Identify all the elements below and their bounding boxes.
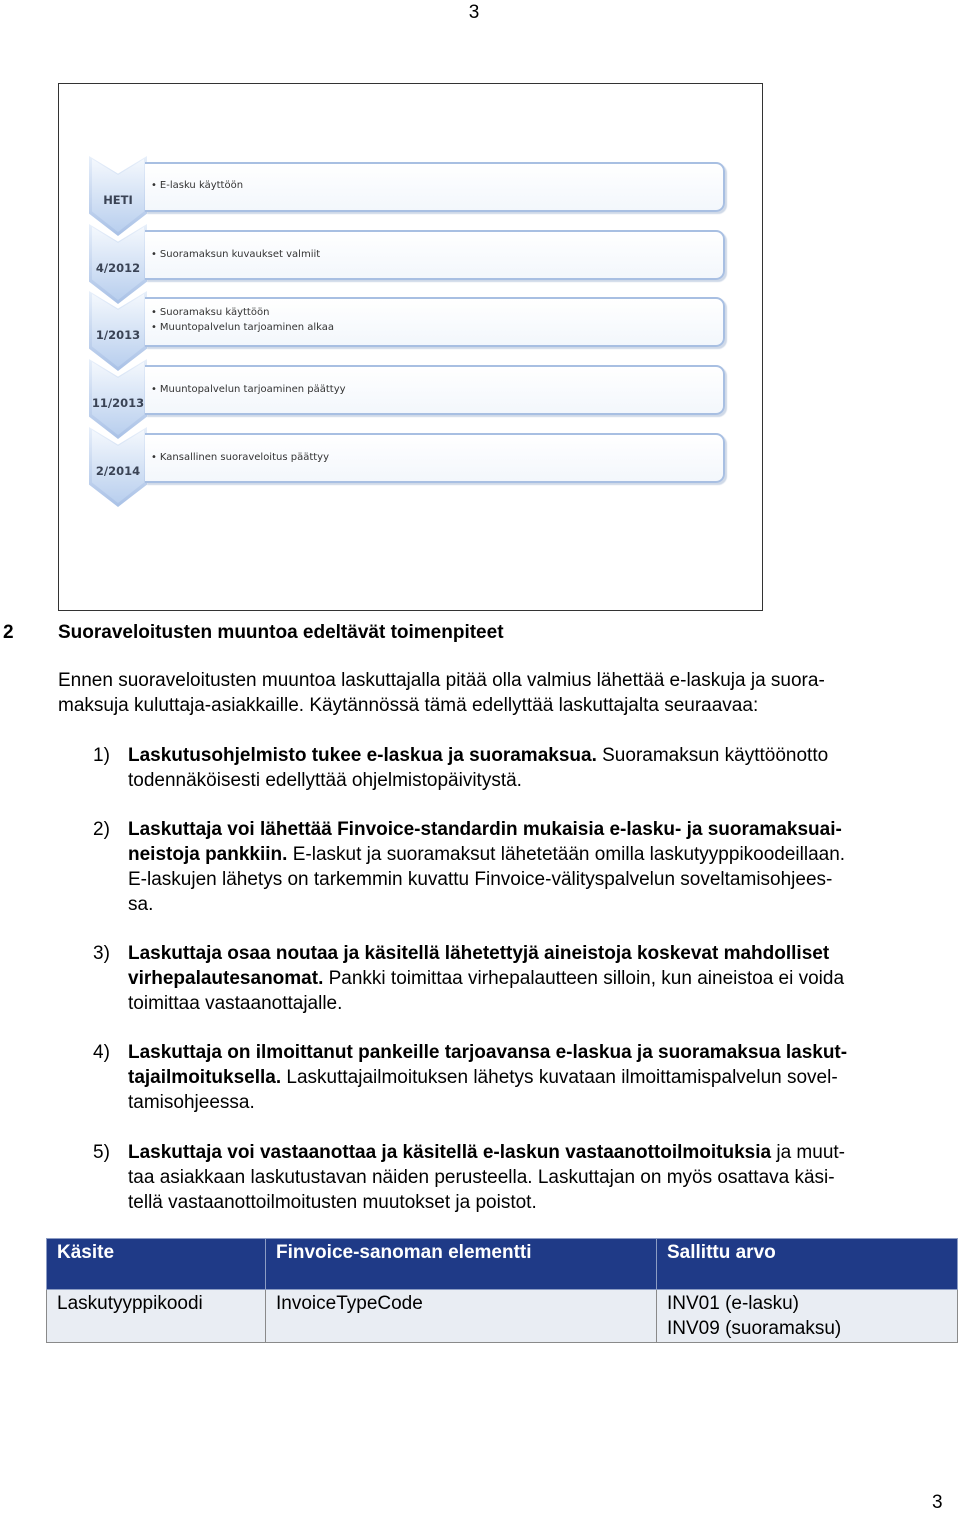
body-text: tellä vastaanottoilmoitusten muutokset ja poistot. <box>128 1192 537 1213</box>
bold-text: neistoja pankkiin. <box>128 844 288 865</box>
step-item: • Muuntopalvelun tarjoaminen alkaa <box>151 320 723 335</box>
step-date-label: 2/2014 <box>95 464 141 478</box>
body-text: sa. <box>128 894 154 915</box>
page-number-bottom: 3 <box>932 1492 943 1513</box>
definition-table <box>46 1238 958 1343</box>
step-box <box>145 365 725 415</box>
body-text: Suoramaksun käyttöönotto <box>596 745 829 766</box>
body-text: tamisohjeessa. <box>128 1092 255 1113</box>
body-text: toimittaa vastaanottajalle. <box>128 993 343 1014</box>
table-cell: InvoiceTypeCode <box>266 1290 657 1343</box>
table-header: Käsite <box>47 1239 266 1290</box>
step-date-label: 11/2013 <box>91 396 145 410</box>
cell-line: INV09 (suoramaksu) <box>667 1318 842 1339</box>
body-text: taa asiakkaan laskutustavan näiden perusteella. Laskuttajan on myös osattava käsi- <box>128 1167 835 1188</box>
step-box <box>145 433 725 483</box>
table-cell: Laskutyyppikoodi <box>47 1290 266 1343</box>
section-number: 2 <box>3 622 14 643</box>
body-text: ja muut- <box>771 1142 845 1163</box>
intro-line: Ennen suoraveloitusten muuntoa laskuttajalla pitää olla valmius lähettää e-laskuja ja suora- <box>58 670 825 691</box>
step-box <box>145 230 725 280</box>
step-item: • Muuntopalvelun tarjoaminen päättyy <box>151 382 723 397</box>
bold-text: Laskuttaja on ilmoittanut pankeille tarjoavansa e-laskua ja suoramaksua laskut- <box>128 1042 848 1063</box>
table-row <box>47 1290 958 1343</box>
body-text: E-laskujen lähetys on tarkemmin kuvattu Finvoice-välityspalvelun soveltamisohjees- <box>128 869 833 890</box>
body-text: E-laskut ja suoramaksut lähetetään omilla laskutyyppikoodeillaan. <box>287 844 846 865</box>
list-item <box>128 817 948 917</box>
bold-text: Laskutusohjelmisto tukee e-laskua ja suoramaksua. <box>128 745 597 766</box>
table-cell <box>657 1290 958 1343</box>
body-text: Laskuttajailmoituksen lähetys kuvataan ilmoittamispalvelun sovel- <box>281 1067 838 1088</box>
section-title: Suoraveloitusten muuntoa edeltävät toimenpiteet <box>58 622 504 643</box>
body-text: Pankki toimittaa virhepalautteen silloin, kun aineistoa ei voida <box>323 968 845 989</box>
intro-paragraph <box>58 668 938 718</box>
bold-text: tajailmoituksella. <box>128 1067 282 1088</box>
list-item-number: 2) <box>93 819 110 840</box>
step-box <box>145 162 725 212</box>
step-item: • Kansallinen suoraveloitus päättyy <box>151 450 723 465</box>
step-date-label: HETI <box>103 193 133 207</box>
body-text: todennäköisesti edellyttää ohjelmistopäivitystä. <box>128 770 522 791</box>
table-header-row <box>47 1239 958 1290</box>
step-date-label: 1/2013 <box>95 328 141 342</box>
step-item: • Suoramaksu käyttöön <box>151 305 723 320</box>
bold-text: virhepalautesanomat. <box>128 968 324 989</box>
table-header: Sallittu arvo <box>657 1239 958 1290</box>
timeline-figure <box>58 83 763 611</box>
list-item-number: 1) <box>93 745 110 766</box>
cell-line: INV01 (e-lasku) <box>667 1293 799 1314</box>
list-item-number: 5) <box>93 1142 110 1163</box>
list-item <box>128 941 948 1016</box>
bold-text: Laskuttaja osaa noutaa ja käsitellä lähetettyjä aineistoja koskevat mahdolliset <box>128 943 830 964</box>
step-item: • Suoramaksun kuvaukset valmiit <box>151 247 723 262</box>
step-date-label: 4/2012 <box>95 261 141 275</box>
table-header: Finvoice-sanoman elementti <box>266 1239 657 1290</box>
page-number-top: 3 <box>468 2 480 23</box>
step-item: • E-lasku käyttöön <box>151 178 723 193</box>
step-box <box>145 297 725 347</box>
bold-text: Laskuttaja voi vastaanottaa ja käsitellä e-laskun vastaanottoilmoituksia <box>128 1142 772 1163</box>
bold-text: Laskuttaja voi lähettää Finvoice-standardin mukaisia e-lasku- ja suoramaksuai- <box>128 819 842 840</box>
list-item <box>128 1040 948 1115</box>
list-item <box>128 743 948 793</box>
list-item-number: 3) <box>93 943 110 964</box>
intro-line: maksuja kuluttaja-asiakkaille. Käytännössä tämä edellyttää laskuttajalta seuraavaa: <box>58 695 759 716</box>
list-item-number: 4) <box>93 1042 110 1063</box>
list-item <box>128 1140 948 1215</box>
